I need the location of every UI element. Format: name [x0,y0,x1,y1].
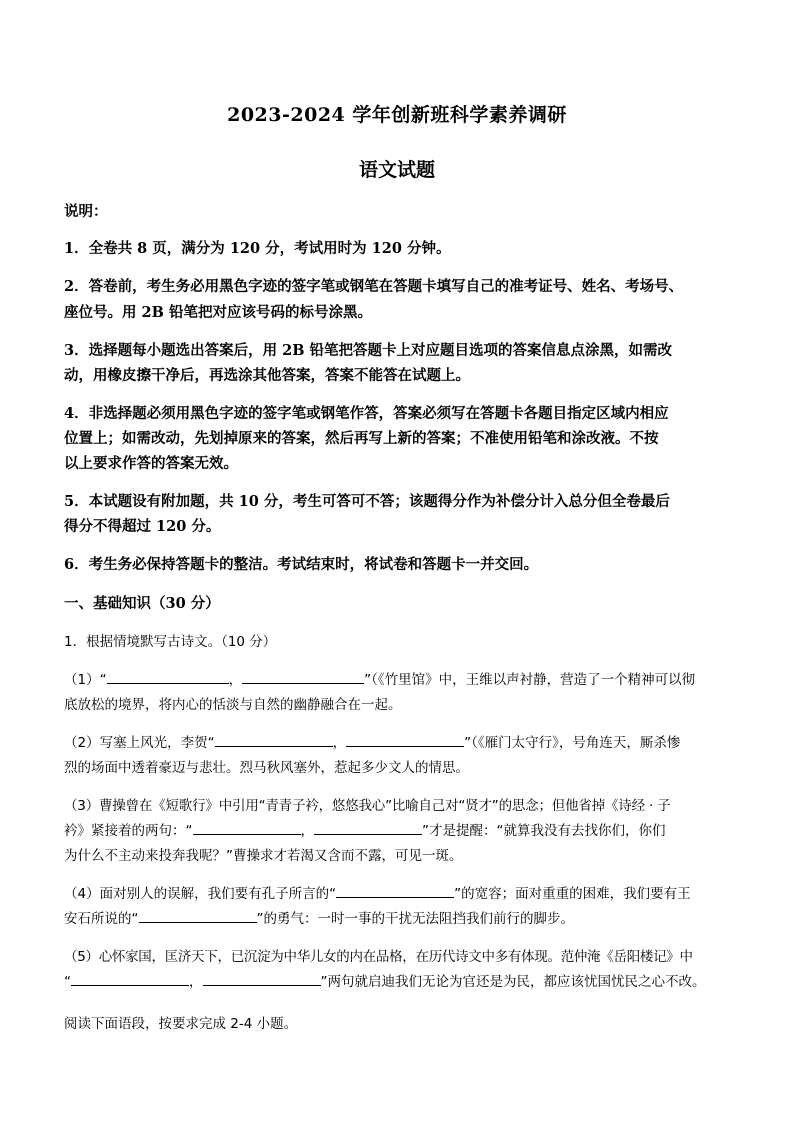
text-segment: ”的勇气：一时一事的干扰无法阻挡我们前行的脚步。 [256,911,574,927]
answer-blank[interactable] [203,970,321,986]
instruction-item-2-line-2: 座位号。用 2B 铅笔把对应该号码的标号涂黑。 [64,304,372,321]
question-1-part-3-line-3: 为什么不主动来投奔我呢？”曹操求才若渴又含而不露，可见一斑。 [64,848,463,864]
answer-blank[interactable] [242,668,364,684]
instruction-item-2-line-1: 2．答卷前，考生务必用黑色字迹的签字笔或钢笔在答题卡填写自己的准考证号、姓名、考场号、 [64,278,684,295]
text-segment: ”两句就启迪我们无论为官还是为民，都应该忧国忧民之心不改。 [320,974,706,990]
instruction-item-4-line-1: 4．非选择题必须用黑色字迹的签字笔或钢笔作答，答案必须写在答题卡各题目指定区域内相应 [64,405,669,422]
instruction-item-3-line-1: 3．选择题每小题选出答案后，用 2B 铅笔把答题卡上对应题目选项的答案信息点涂黑，如需改 [64,342,673,359]
text-segment: 安石所说的“ [64,911,139,927]
text-segment: （1）“ [64,672,107,688]
instruction-item-5-line-1: 5．本试题设有附加题，共 10 分，考生可答可不答；该题得分作为补偿分计入总分但全卷最后 [64,493,670,510]
question-1-part-2-line-1 [64,729,734,757]
question-1-part-3-line-2 [64,817,734,845]
exam-title: 2023-2024 学年创新班科学素养调研 [227,104,567,126]
text-segment: ， [189,974,203,990]
text-segment: ， [332,735,347,751]
text-segment: （2）写塞上风光，李贺“ [64,735,215,751]
text-segment: ， [300,823,314,839]
answer-blank[interactable] [215,731,333,747]
question-1-stem: 1．根据情境默写古诗文。（10 分） [64,634,277,650]
text-segment: 衿》紧接着的两句：“ [64,823,193,839]
answer-blank[interactable] [139,907,257,923]
instruction-item-1: 1．全卷共 8 页，满分为 120 分，考试用时为 120 分钟。 [64,240,451,257]
instruction-item-3-line-2: 动，用橡皮擦干净后，再选涂其他答案，答案不能答在试题上。 [64,367,470,384]
question-1-part-1-line-1 [64,666,734,694]
question-1-part-5-line-1: （5）心怀家国，匡济天下，已沉淀为中华儿女的内在品格，在历代诗文中多有体现。范仲淹《岳阳楼记》中 [64,949,693,965]
answer-blank[interactable] [346,731,464,747]
instruction-item-4-line-2: 位置上；如需改动，先划掉原来的答案，然后再写上新的答案；不准使用铅笔和涂改液。不按 [64,430,659,447]
text-segment: ”的宽容；面对重重的困难，我们要有王 [454,886,691,902]
instruction-item-4-line-3: 以上要求作答的答案无效。 [64,455,238,472]
text-segment: ”才是提醒：“就算我没有去找你们，你们 [422,823,666,839]
question-1-part-1-line-2: 底放松的境界，将内心的恬淡与自然的幽静融合在一起。 [64,697,402,713]
question-1-part-3-line-1: （3）曹操曾在《短歌行》中引用“青青子衿，悠悠我心”比喻自己对“贤才”的思念；但他省掉《诗经 · 子 [64,798,671,814]
question-1-part-2-line-2: 烈的场面中透着豪迈与悲壮。烈马秋风塞外，惹起多少文人的情思。 [64,760,469,776]
reading-intro: 阅读下面语段，按要求完成 2-4 小题。 [64,1016,298,1032]
answer-blank[interactable] [107,668,229,684]
answer-blank[interactable] [193,819,301,835]
instructions-label: 说明： [64,203,108,220]
text-segment: ， [228,672,243,688]
text-segment: ”（《雁门太守行》，号角连天，厮杀惨 [464,735,681,751]
instruction-item-5-line-2: 得分不得超过 120 分。 [64,518,221,535]
question-1-part-4-line-1 [64,880,734,908]
question-1-part-4-line-2 [64,905,734,933]
section-heading: 一、基础知识（30 分） [64,595,220,612]
text-segment: （4）面对别人的误解，我们要有孔子所言的“ [64,886,337,902]
question-1-part-5-line-2 [64,968,734,996]
exam-subject-title: 语文试题 [358,159,435,181]
text-segment: “ [64,974,71,990]
text-segment: ”（《竹里馆》中，王维以声衬静，营造了一个精神可以彻 [364,672,696,688]
answer-blank[interactable] [71,970,189,986]
answer-blank[interactable] [314,819,422,835]
instruction-item-6: 6．考生务必保持答题卡的整洁。考试结束时，将试卷和答题卡一并交回。 [64,556,539,573]
answer-blank[interactable] [336,882,454,898]
